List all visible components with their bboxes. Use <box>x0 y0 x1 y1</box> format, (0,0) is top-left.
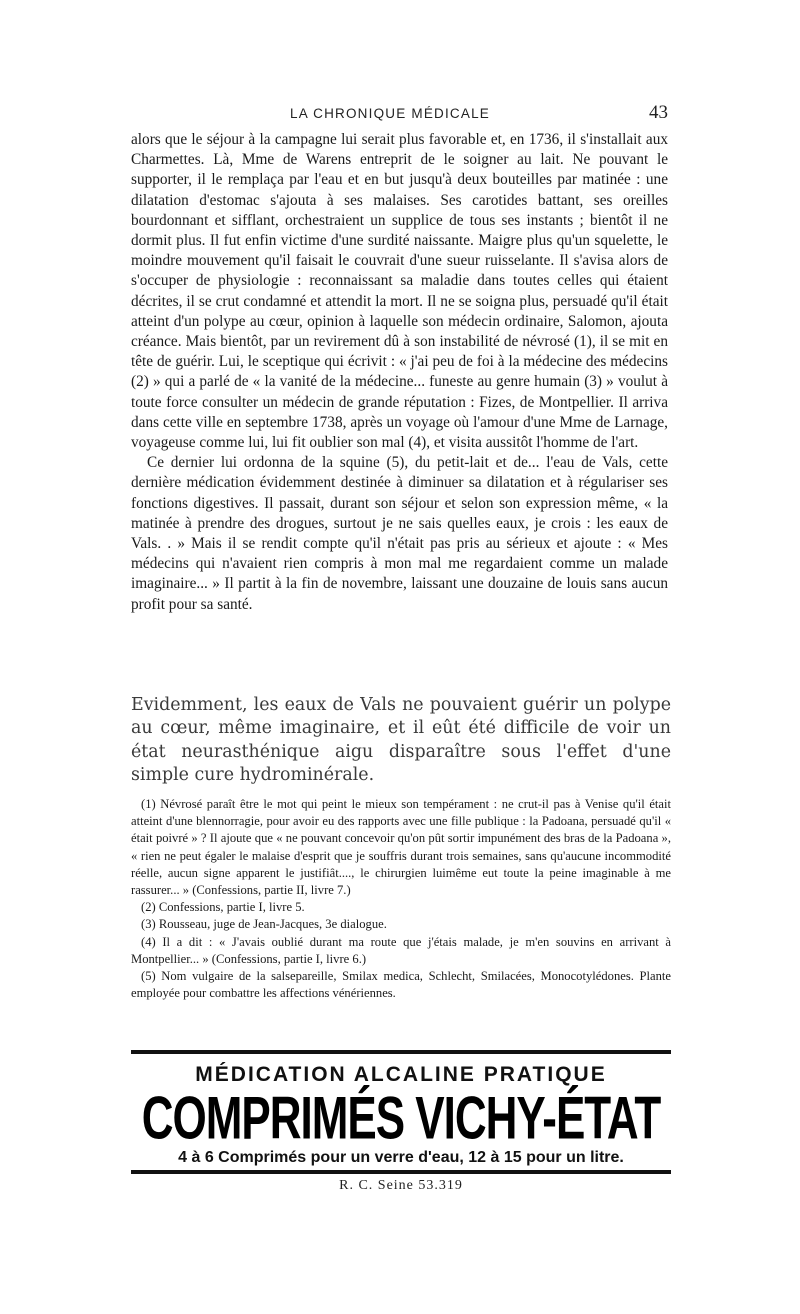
page-header <box>130 104 668 128</box>
footnote: (2) Confessions, partie I, livre 5. <box>141 900 305 915</box>
paragraph: alors que le séjour à la campagne lui serait plus favorable et, en 1736, il s'installait aux Charmettes. Là, Mme de Warens entreprit de le soigner au lait. Ne pouvant le supporter, il le remplaça par l'eau et en but jusqu'à deux bouteilles par matinée : une dilatation d'estomac s'ajouta à ses malaises. Ses carotides battant, ses oreilles bourdonnant et sifflant, orchestraient un supplice de tous ses instants ; bientôt il ne dormit plus. Il fut enfin victime d'une surdité naissante. Maigre plus qu'un squelette, le moindre mouvement qu'il faisait le couvrait d'une sueur ruisselante. Il s'avisa alors de s'occuper de physiologie : reconnaissant sa maladie dans toutes celles qui étaient décrites, il se crut condamné et attendit la mort. Il ne se soigna plus, persuadé qu'il était atteint d'un polype au cœur, opinion à laquelle son médecin ordinaire, Salomon, ajouta créance. Mais bientôt, par un revirement dû à son instabilité de névrosé (1), il se mit en tête de guérir. Lui, le sceptique qui écrivit : « j'ai peu de foi à la médecine des médecins (2) » qui a parlé de « la vanité de la médecine... funeste au genre humain (3) » voulut à toute force consulter un médecin de grande réputation : Fizes, de Montpellier. Il arriva dans cette ville en septembre 1738, après un voyage où l'amour d'une Mme de Larnage, voyageuse comme lui, lui fit oublier son mal (4), et visita aussitôt l'homme de l'art. <box>131 131 668 452</box>
ad-dosage: 4 à 6 Comprimés pour un verre d'eau, 12 à 15 pour un litre. <box>178 1149 624 1166</box>
footnote: (5) Nom vulgaire de la salsepareille, Smilax medica, Schlecht, Smilacées, Monocotylédones. Plante employée pour combattre les affections vénériennes. <box>131 969 671 1001</box>
advertisement <box>131 1050 671 1193</box>
footnote: (4) Il a dit : « J'avais oublié durant ma route que j'étais malade, je m'en souvins en arrivant à Montpellier... » (Confessions, partie I, livre 6.) <box>131 934 671 966</box>
editorial-comment: Evidemment, les eaux de Vals ne pouvaient guérir un polype au cœur, même imaginaire, et il eût été difficile de voir un état neurasthénique aigu disparaître sous l'effet d'une simple cure hydrominérale. <box>131 695 671 785</box>
ad-headline: MÉDICATION ALCALINE PRATIQUE <box>195 1063 607 1086</box>
ad-registration: R. C. Seine 53.319 <box>339 1178 463 1193</box>
running-title: LA CHRONIQUE MÉDICALE <box>290 106 490 121</box>
paragraph: Ce dernier lui ordonna de la squine (5), du petit-lait et de... l'eau de Vals, cette dernière médication évidemment destinée à diminuer sa dilatation et à régulariser ses fonctions digestives. Il passait, durant son séjour et selon son expression même, « la matinée à prendre des drogues, surtout je ne sais quelles eaux, je crois : les eaux de Vals. . » Mais il se rendit compte qu'il n'était pas pris au sérieux et ajoute : « Mes médecins qui n'avaient rien compris à mon mal me regardaient comme un malade imaginaire... » Il partit à la fin de novembre, laissant une douzaine de louis sans aucun profit pour sa santé. <box>131 454 668 613</box>
divider <box>131 1050 671 1054</box>
page-number: 43 <box>649 102 668 123</box>
footnote: (1) Névrosé paraît être le mot qui peint le mieux son tempérament : ne crut-il pas à Venise qu'il était atteint d'une blennorragie, pour avoir eu des rapports avec une fille publique : la Padoana, persuadé qu'il « était poivré » ? Il ajoute que « ne pouvant concevoir qu'on pût sortir impunément des bras de la Padoana », « rien ne peut égaler le malaise d'esprit que je souffris durant trois semaines, sans qu'aucune incommodité réelle, aucun signe apparent le justifiât...., le chirurgien luimême eut toute la peine imaginable à me rassurer... » (Confessions, partie II, livre 7.) <box>131 797 671 898</box>
footnotes <box>131 796 671 1002</box>
divider <box>131 1170 671 1174</box>
main-text <box>131 130 668 615</box>
ad-brand: COMPRIMÉS VICHY-ÉTAT <box>141 1084 661 1153</box>
footnote: (3) Rousseau, juge de Jean-Jacques, 3e dialogue. <box>141 917 387 932</box>
